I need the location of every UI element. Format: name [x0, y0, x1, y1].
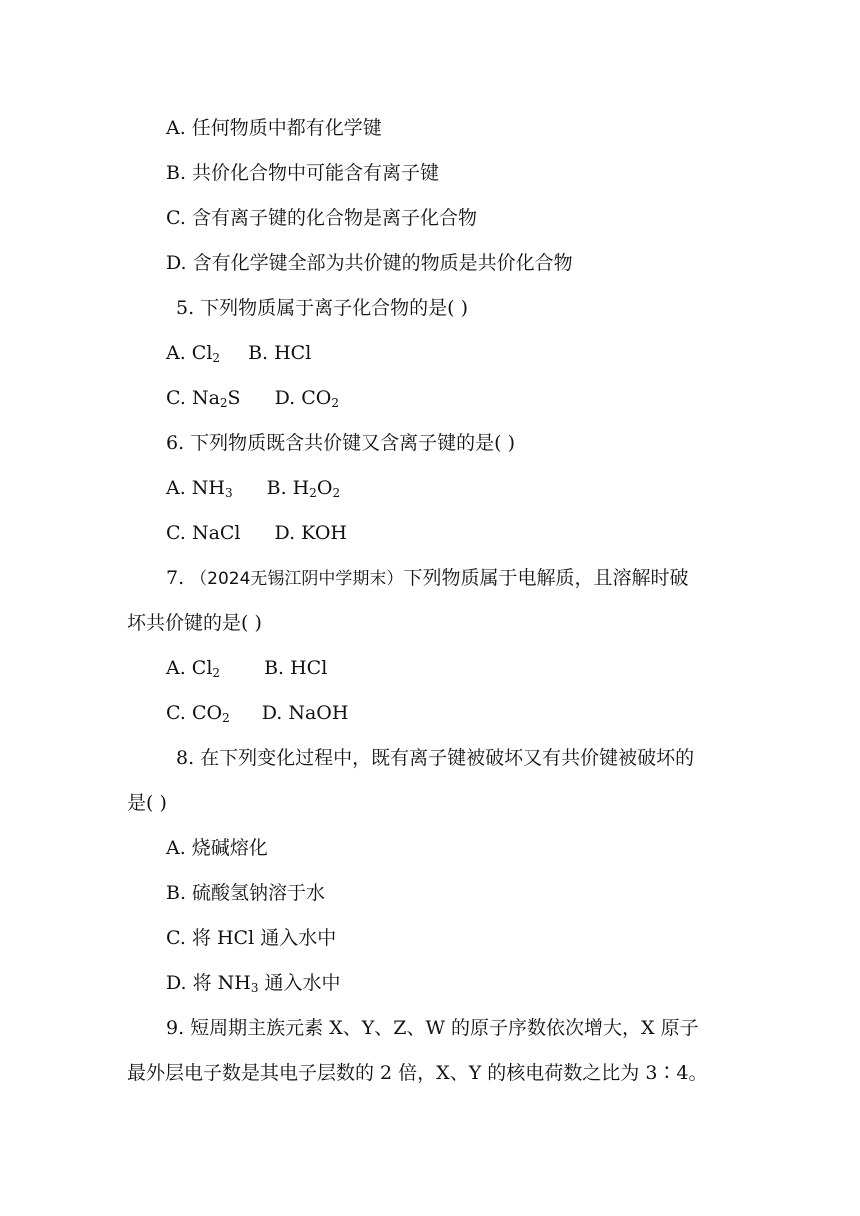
q9-stem-continued: 最外层电子数是其电子层数的 2 倍，X、Y 的核电荷数之比为 3∶4。 — [127, 1062, 708, 1084]
q7-option-d: D. NaOH — [261, 702, 349, 724]
q6-options-row1 — [166, 476, 340, 500]
q5-option-b: B. HCl — [248, 342, 312, 364]
q8-stem-continued: 是( ) — [127, 792, 167, 814]
q6-stem: 6. 下列物质既含共价键又含离子键的是( ) — [166, 432, 516, 454]
q8-stem: 8. 在下列变化过程中，既有离子键被破坏又有共价键被破坏的 — [176, 747, 695, 769]
q7-options-row1 — [166, 656, 327, 680]
q7-source: （2024无锡江阴中学期末） — [190, 569, 404, 589]
q4-option-d: D. 含有化学键全部为共价键的物质是共价化合物 — [166, 252, 573, 274]
q8-option-b: B. 硫酸氢钠溶于水 — [166, 882, 326, 904]
q4-option-c: C. 含有离子键的化合物是离子化合物 — [166, 207, 477, 229]
q5-option-c: C. $Na_2S$ — [166, 387, 241, 410]
q5-options-row2 — [166, 386, 339, 410]
q6-option-c: C. NaCl — [166, 522, 241, 544]
q6-options-row2 — [166, 521, 347, 545]
q7-option-a: A. $Cl_2$ — [166, 657, 221, 680]
q6-option-d: D. KOH — [274, 522, 347, 544]
q4-option-b: B. 共价化合物中可能含有离子键 — [166, 162, 440, 184]
q5-option-d: D. $CO_2$ — [274, 387, 339, 410]
q8-option-a: A. 烧碱熔化 — [166, 837, 268, 859]
q4-option-a: A. 任何物质中都有化学键 — [166, 117, 382, 139]
q7-option-b: B. HCl — [264, 657, 328, 679]
q7-stem: 7. （2024无锡江阴中学期末）下列物质属于电解质，且溶解时破 — [166, 567, 689, 589]
q8-option-d: D. 将 $NH_3$ 通入水中 — [166, 972, 341, 995]
q5-stem: 5. 下列物质属于离子化合物的是( ) — [176, 297, 469, 319]
q8-option-c: C. 将 HCl 通入水中 — [166, 927, 337, 949]
q7-stem-continued: 坏共价键的是( ) — [127, 612, 262, 634]
q7-options-row2 — [166, 701, 348, 725]
q6-option-b: B. $H_2O_2$ — [266, 477, 341, 500]
q5-options-row1 — [166, 341, 311, 365]
q6-option-a: A. $NH_3$ — [166, 477, 233, 500]
q5-option-a: A. $Cl_2$ — [166, 342, 221, 365]
q7-option-c: C. $CO_2$ — [166, 702, 230, 725]
q9-stem: 9. 短周期主族元素 X、Y、Z、W 的原子序数依次增大，X 原子 — [166, 1017, 699, 1039]
